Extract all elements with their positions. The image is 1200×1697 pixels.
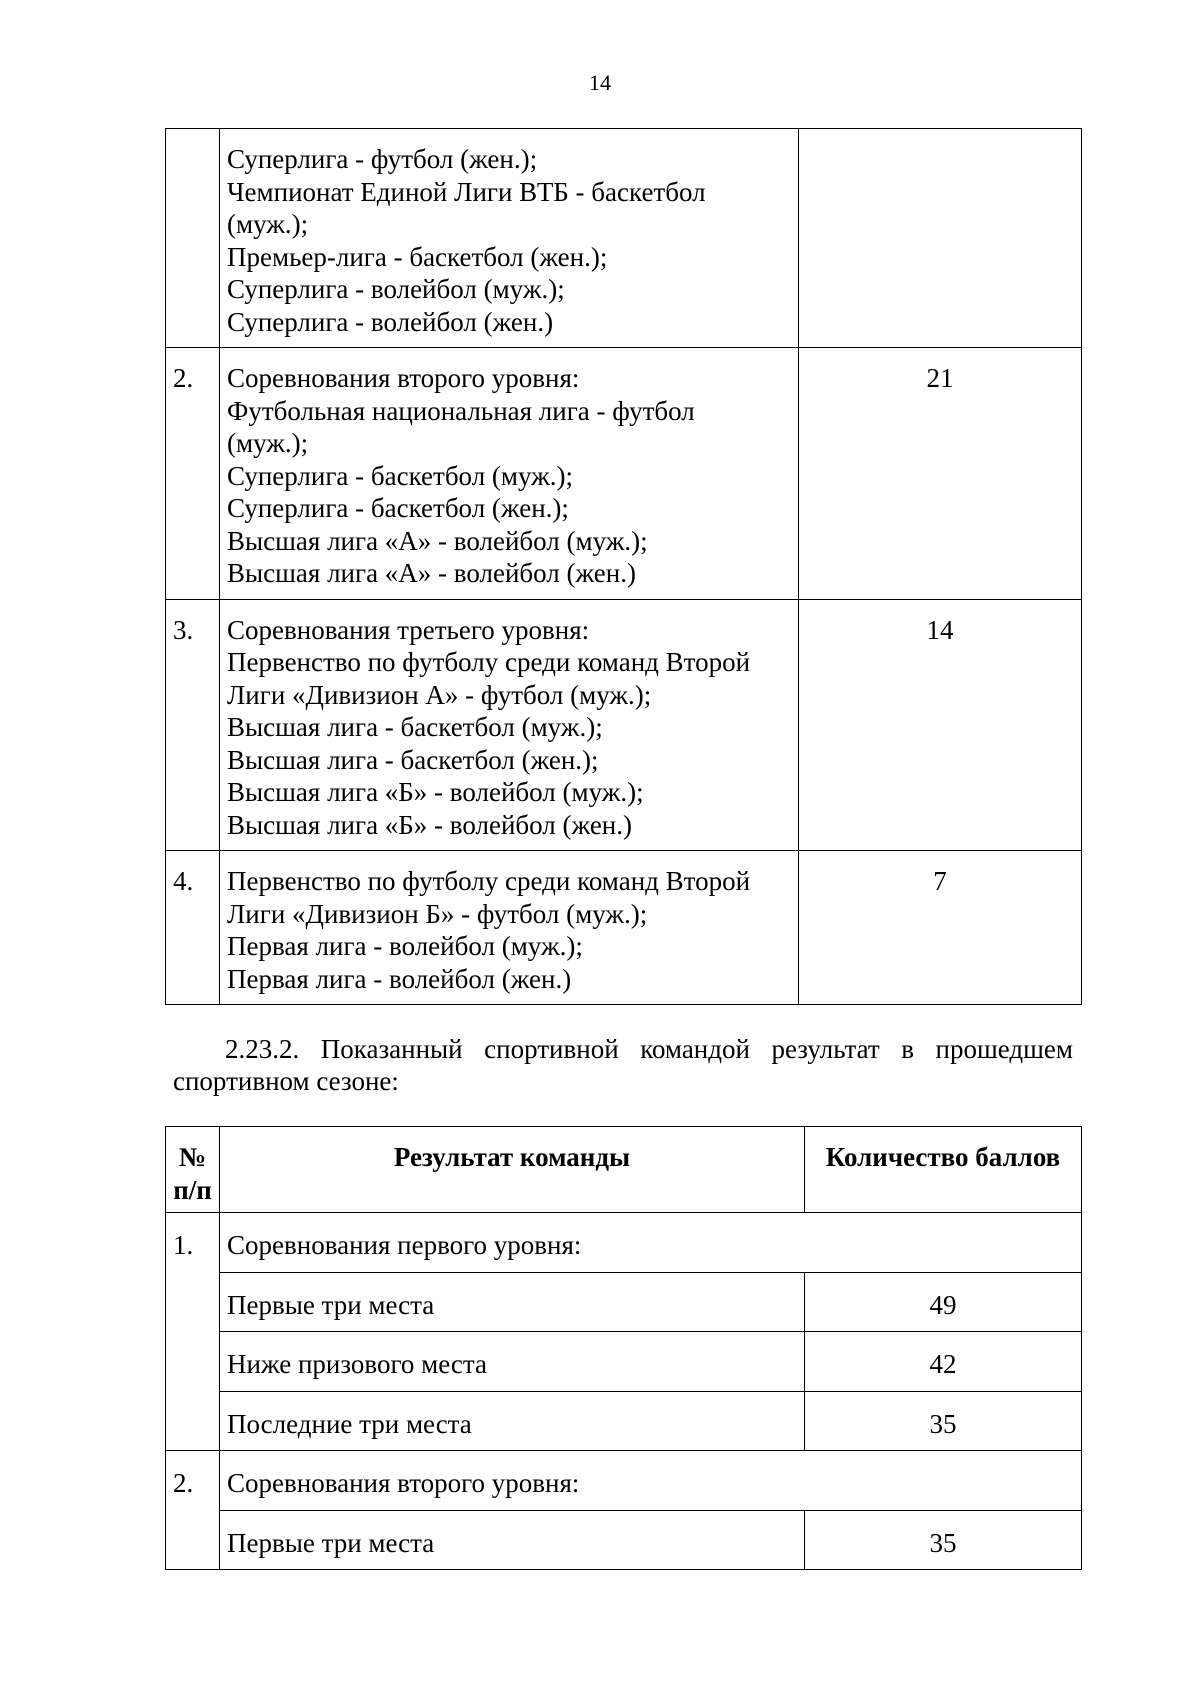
description-line: Высшая лига «А» - волейбол (муж.); [227,525,648,556]
description-line: Высшая лига «А» - волейбол (жен.) [227,558,636,588]
description-line: Суперлига - футбол (жен.); [227,144,538,174]
row-description [220,851,799,1005]
description-line: Соревнования третьего уровня: [227,614,590,645]
description-line: Соревнования второго уровня: [227,363,580,393]
item-points: 35 [805,1510,1082,1570]
table-row [166,1391,1082,1451]
header-number-line1: № [178,1142,207,1172]
item-label: Последние три места [220,1391,805,1451]
table-row [166,1213,1082,1273]
item-label: Первые три места [220,1272,805,1332]
table-row [166,1272,1082,1332]
description-line: Высшая лига - баскетбол (жен.); [227,744,599,775]
row-number: 3. [166,599,220,851]
item-points: 42 [805,1332,1082,1392]
table-row [166,129,1082,348]
header-number [166,1127,220,1213]
row-number: 2. [166,1451,220,1570]
description-line: Высшая лига - баскетбол (муж.); [227,712,603,742]
item-label: Ниже призового места [220,1332,805,1392]
description-line: Высшая лига «Б» - волейбол (жен.) [227,809,632,840]
description-line: Первая лига - волейбол (жен.) [227,963,572,994]
table-row [166,851,1082,1005]
row-description [220,599,799,851]
scoring-table-results [165,1126,1082,1570]
description-line: Высшая лига «Б» - волейбол (муж.); [227,777,644,807]
description-line: Лиги «Дивизион А» - футбол (муж.); [227,679,652,710]
description-line: Первенство по футболу среди команд Второй [227,866,751,896]
item-label: Первые три места [220,1510,805,1570]
row-description [220,129,799,348]
description-line: Суперлига - баскетбол (муж.); [227,460,574,491]
item-points: 49 [805,1272,1082,1332]
section-paragraph: 2.23.2. Показанный спортивной командой результат в прошедшем спортивном сезоне: [173,1034,1073,1096]
description-line: Суперлига - баскетбол (жен.); [227,493,569,523]
header-result: Результат команды [220,1127,805,1213]
header-number-line2: п/п [173,1174,212,1205]
description-line: Суперлига - волейбол (жен.) [227,306,554,337]
table-row [166,599,1082,851]
description-line: (муж.); [227,209,309,239]
table-row [166,1451,1082,1511]
table-header-row [166,1127,1082,1213]
table-row [166,1332,1082,1392]
row-points [799,129,1082,348]
group-title: Соревнования второго уровня: [220,1451,1082,1511]
description-line: (муж.); [227,428,309,458]
row-description [220,348,799,600]
description-line: Первенство по футболу среди команд Второй [227,647,751,677]
description-line: Чемпионат Единой Лиги ВТБ - баскетбол [227,176,706,207]
row-points: 21 [799,348,1082,600]
description-line: Футбольная национальная лига - футбол [227,395,695,426]
row-points: 14 [799,599,1082,851]
item-points: 35 [805,1391,1082,1451]
description-line: Первая лига - волейбол (муж.); [227,931,583,961]
page-number: 14 [589,70,611,95]
row-points: 7 [799,851,1082,1005]
row-number: 1. [166,1213,220,1451]
row-number: 4. [166,851,220,1005]
description-line: Премьер-лига - баскетбол (жен.); [227,241,608,272]
description-line: Суперлига - волейбол (муж.); [227,274,565,304]
header-points: Количество баллов [805,1127,1082,1213]
scoring-table-levels [165,128,1082,1005]
table-row [166,348,1082,600]
table-row [166,1510,1082,1570]
group-title: Соревнования первого уровня: [220,1213,1082,1273]
row-number [166,129,220,348]
description-line: Лиги «Дивизион Б» - футбол (муж.); [227,898,648,929]
row-number: 2. [166,348,220,600]
